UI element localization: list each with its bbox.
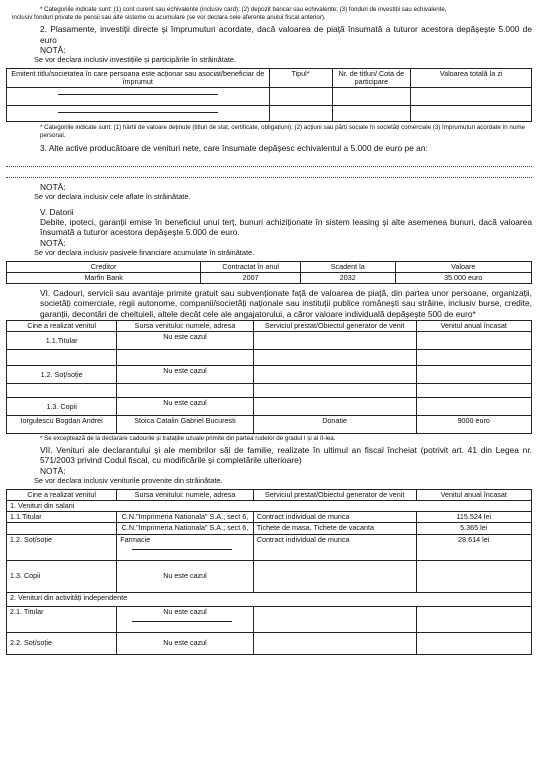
sec3-note: Se vor declara inclusiv cele aflate în străinătate. xyxy=(34,192,191,202)
sec6-title: VI. Cadouri, servicii sau avantaje primite gratuit sau subvenționate față de valoarea de piață, din partea unor persoane, organizații, societăți comerciale, regii autonome, companii/societăți naționale sau instituții publice românești sau străine, inclusiv burse, credite, garanții, decontări de cheltuieli, altele decât cele ale angajatorului, a căror valoare individuală depășește 500 de euro* xyxy=(40,288,532,319)
sec2-table xyxy=(6,68,532,122)
sec3-nota: NOTĂ: xyxy=(40,181,66,192)
cell-income: 115.524 lei xyxy=(416,512,532,523)
sec2-title-text: 2. Plasamente, investiții directe și împrumuturi acordate, dacă valoarea de piață însumată a tuturor acestora depășește 5.000 de euro xyxy=(40,24,532,45)
table-header-row xyxy=(7,489,532,500)
cell-who: 1.2. Soț/soție xyxy=(7,366,117,384)
col-header-titluri: Nr. de titluri/ Cota de participare xyxy=(332,68,411,87)
cell-who: 1.3. Copii xyxy=(7,560,117,592)
table-row xyxy=(7,416,532,434)
col-header-venit: Venitul anual încasat xyxy=(416,489,532,500)
sec7-note: Se vor declara inclusiv veniturile provenite din străinătate. xyxy=(34,476,223,486)
cell-who: 1.2. Soț/soție xyxy=(7,534,117,560)
group-salarii: 1. Venituri din salarii xyxy=(7,500,532,511)
group-independente: 2. Venituri din activități independente xyxy=(7,592,532,606)
col-header-serviciu: Serviciul prestat/Obiectul generator de venit xyxy=(253,321,416,332)
cell-income: 9000 euro xyxy=(416,416,532,434)
table-row xyxy=(7,523,532,534)
table-row xyxy=(7,606,532,632)
sec3-title: 3. Alte active producătoare de venituri nete, care însumate depășesc echivalentul a 5.000 de euro pe an: xyxy=(40,143,428,154)
table-group-row xyxy=(7,500,532,511)
cell-service: Tichete de masa, Tichete de vacanta xyxy=(253,523,416,534)
cell-source: Stoica Catalin Gabriel Bucuresti xyxy=(117,416,254,434)
table-row xyxy=(7,384,532,398)
sec2-nota: NOTĂ: xyxy=(40,45,66,55)
col-header-valoare: Valoarea totală la zi xyxy=(411,68,532,87)
cell-source-text: Nu este cazul xyxy=(163,606,207,616)
cell-who: 1.3. Copii xyxy=(7,398,117,416)
cell-who: 2.1. Titular xyxy=(7,606,117,632)
col-header-creditor: Creditor xyxy=(7,261,201,272)
table-row xyxy=(7,106,532,122)
cell-income: 28.614 lei xyxy=(416,534,532,560)
cell-source: Nu este cazul xyxy=(117,560,254,592)
top-footnote-line-1: * Categoriile indicate sunt: (1) cont curent sau echivalente (inclusiv card); (2) depozit bancar sau echivalente; (3) fonduri de investiții sau echivalente, xyxy=(40,6,447,13)
sec2-note: Se vor declara inclusiv investițiile și participările în străinătate. xyxy=(34,55,237,65)
sec5-note: Se vor declara inclusiv pasivele financiare acumulate în străinătate. xyxy=(34,248,255,258)
col-header-scadent: Scadent la xyxy=(301,261,396,272)
table-group-row xyxy=(7,592,532,606)
cell-source xyxy=(117,534,254,560)
cell-source: Nu este cazul xyxy=(117,398,254,416)
table-header-row xyxy=(7,261,532,272)
col-header-contractat: Contractat în anul xyxy=(201,261,301,272)
col-header-venit: Venitul anual încasat xyxy=(416,321,532,332)
cell-valoare: 35.000 euro xyxy=(395,272,532,283)
col-header-sursa: Sursa venitului: numele, adresa xyxy=(117,321,254,332)
col-header-cine: Cine a realizat venitul xyxy=(7,489,117,500)
cell-source: Nu este cazul xyxy=(117,332,254,350)
cell-income: 5.365 lei xyxy=(416,523,532,534)
sec7-nota: NOTĂ: xyxy=(40,465,66,476)
cell-who: Iorgulescu Bogdan Andrei xyxy=(7,416,117,434)
cell-source xyxy=(117,606,254,632)
dotted-line xyxy=(6,169,532,178)
sec5-title: V. Datorii xyxy=(40,206,74,217)
table-row xyxy=(7,560,532,592)
sec5-text: Debite, ipoteci, garanții emise în beneficiul unui terț, bunuri achiziționate în sistem leasing și alte asemenea bunuri, dacă valoarea însumată a tuturor acestora depășește 5.000 de euro. xyxy=(40,217,532,238)
table-header-row xyxy=(7,321,532,332)
cell-source: C.N."Imprimeria Nationala" S.A.; sect 6, xyxy=(117,512,254,523)
cell-creditor: Marfin Bank xyxy=(7,272,201,283)
cell-source: Nu este cazul xyxy=(117,366,254,384)
table-row xyxy=(7,88,532,106)
table-row xyxy=(7,534,532,560)
sec6-table xyxy=(6,320,532,434)
sec2-title xyxy=(6,24,532,45)
table-row xyxy=(7,366,532,384)
table-row xyxy=(7,272,532,283)
col-header-serviciu: Serviciul prestat/Obiectul generator de venit xyxy=(253,489,416,500)
sec7-table xyxy=(6,489,532,655)
col-header-cine: Cine a realizat venitul xyxy=(7,321,117,332)
sec7-title: VII. Venituri ale declarantului și ale membrilor săi de familie, realizate în ultimul an fiscal încheiat (potrivit art. 41 din Legea nr. 571/2003 privind Codul fiscal, cu modificările și completările ulterioare) xyxy=(40,445,532,466)
cell-source-text: Farmacie xyxy=(120,534,151,544)
cell-who: 1.1.Titular xyxy=(7,332,117,350)
cell-source: Nu este cazul xyxy=(117,632,254,654)
cell-service: Donatie xyxy=(253,416,416,434)
col-header-emitent: Emitent titlu/societatea în care persoana este acționar sau asociat/beneficiar de împrumut xyxy=(7,68,270,87)
col-header-sursa: Sursa venitului: numele, adresa xyxy=(117,489,254,500)
cell-scadent: 2032 xyxy=(301,272,396,283)
table-row xyxy=(7,632,532,654)
dotted-line xyxy=(6,158,532,167)
top-footnote-line-2: inclusiv fonduri private de pensii sau alte sisteme cu acumulare (se vor declara cele aferente anului fiscal anterior). xyxy=(12,13,326,21)
table-row xyxy=(7,350,532,366)
top-footnote xyxy=(6,6,532,21)
sec6-footnote: * Se exceptează de la declarare cadourile și tratațiile uzuale primite din partea rudelor de gradul I și al II-lea. xyxy=(40,435,336,443)
table-cell xyxy=(7,106,270,122)
cell-source: C.N."Imprimeria Nationala" S.A.; sect 6, xyxy=(117,523,254,534)
col-header-valoare: Valoare xyxy=(395,261,532,272)
cell-who: 1.1.Titular xyxy=(7,512,117,523)
table-row xyxy=(7,332,532,350)
table-row xyxy=(7,512,532,523)
col-header-tip: Tipul* xyxy=(269,68,332,87)
sec5-table xyxy=(6,261,532,284)
table-cell xyxy=(7,88,270,106)
table-header-row xyxy=(7,68,532,87)
sec5-nota: NOTĂ: xyxy=(40,237,66,248)
cell-contractat: 2007 xyxy=(201,272,301,283)
table-row xyxy=(7,398,532,416)
cell-service: Contract individual de munca xyxy=(253,534,416,560)
cell-service: Contract individual de munca xyxy=(253,512,416,523)
cell-who: 2.2. Soț/soție xyxy=(7,632,117,654)
sec2-footnote: * Categoriile indicate sunt: (1) hârtii de valoare deținute (titluri de stat, certificate, obligațiuni); (2) acțiuni sau părți sociale în societăți comerciale (3) împrumuturi acordate în nume personal. xyxy=(40,124,525,139)
